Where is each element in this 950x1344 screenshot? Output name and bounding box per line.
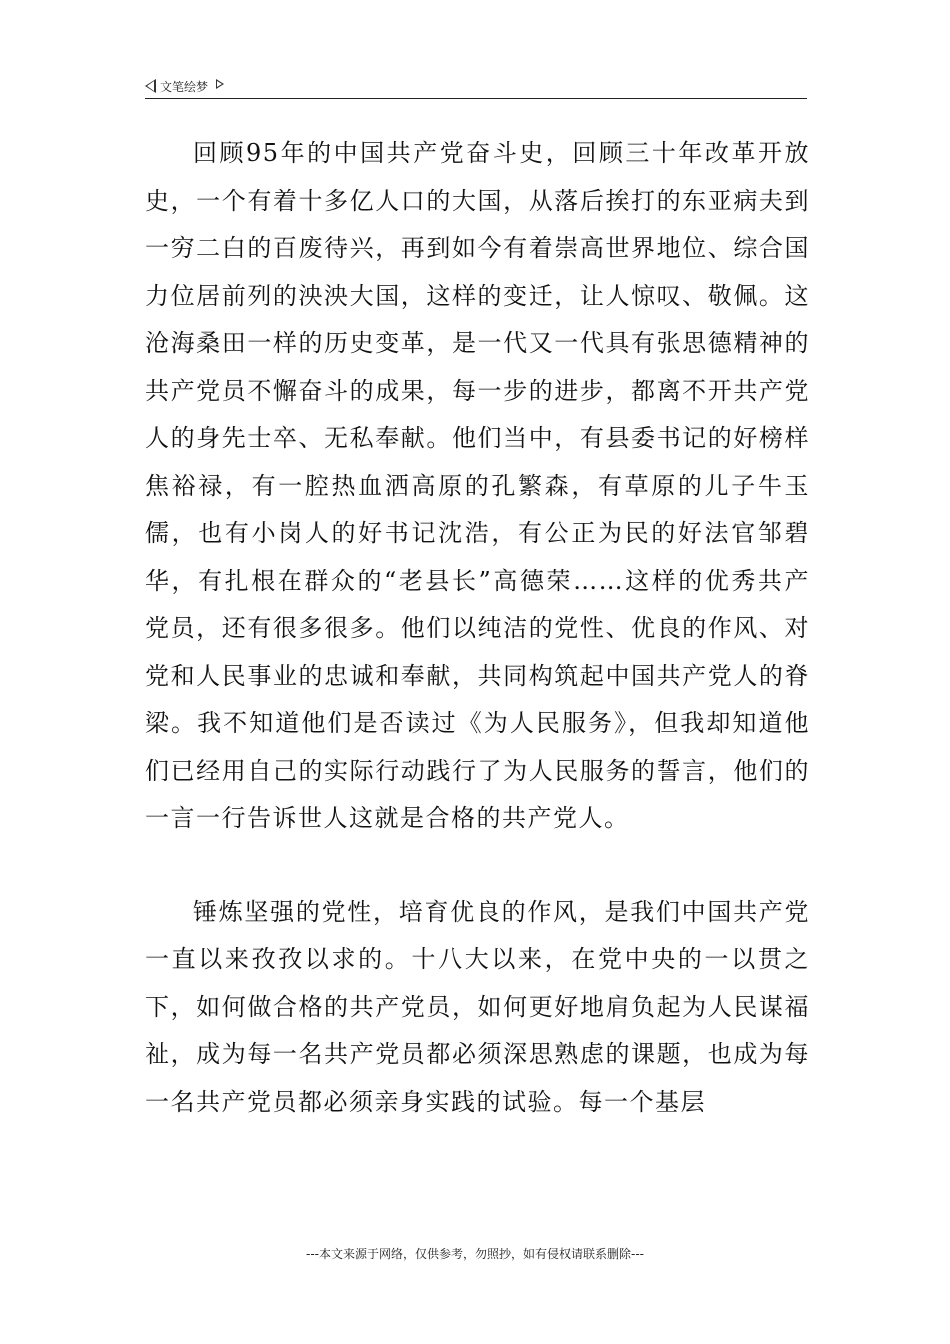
paragraph: 回顾95年的中国共产党奋斗史，回顾三十年改革开放史，一个有着十多亿人口的大国，从落后挨打的东亚病夫到一穷二白的百废待兴，再到如今有着崇高世界地位、综合国力位居前列的泱泱大国，这样的变迁，让人惊叹、敬佩。这沧海桑田一样的历史变革，是一代又一代具有张思德精神的共产党员不懈奋斗的成果，每一步的进步，都离不开共产党人的身先士卒、无私奉献。他们当中，有县委书记的好榜样焦裕禄，有一腔热血洒高原的孔繁森，有草原的儿子牛玉儒，也有小岗人的好书记沈浩，有公正为民的好法官邹碧华，有扎根在群众的“老县长”高德荣……这样的优秀共产党员，还有很多很多。他们以纯洁的党性、优良的作风、对党和人民事业的忠诚和奉献，共同构筑起中国共产党人的脊梁。我不知道他们是否读过《为人民服务》，但我却知道他们已经用自己的实际行动践行了为人民服务的誓言，他们的一言一行告诉世人这就是合格的共产党人。 bbox=[145, 139, 810, 832]
triangle-right-icon bbox=[216, 79, 224, 89]
triangle-left-icon bbox=[145, 79, 156, 93]
footer-notice: ---本文来源于网络，仅供参考，勿照抄，如有侵权请联系删除--- bbox=[306, 1247, 644, 1261]
paragraph: 锤炼坚强的党性，培育优良的作风，是我们中国共产党一直以来孜孜以求的。十八大以来，在党中央的一以贯之下，如何做合格的共产党员，如何更好地肩负起为人民谋福祉，成为每一名共产党员都必须深思熟虑的课题，也成为每一名共产党员都必须亲身实践的试验。每一个基层 bbox=[145, 897, 810, 1116]
page-header bbox=[145, 74, 807, 99]
document-body bbox=[145, 130, 810, 1126]
header-brand: 文笔绘梦 bbox=[160, 79, 209, 94]
